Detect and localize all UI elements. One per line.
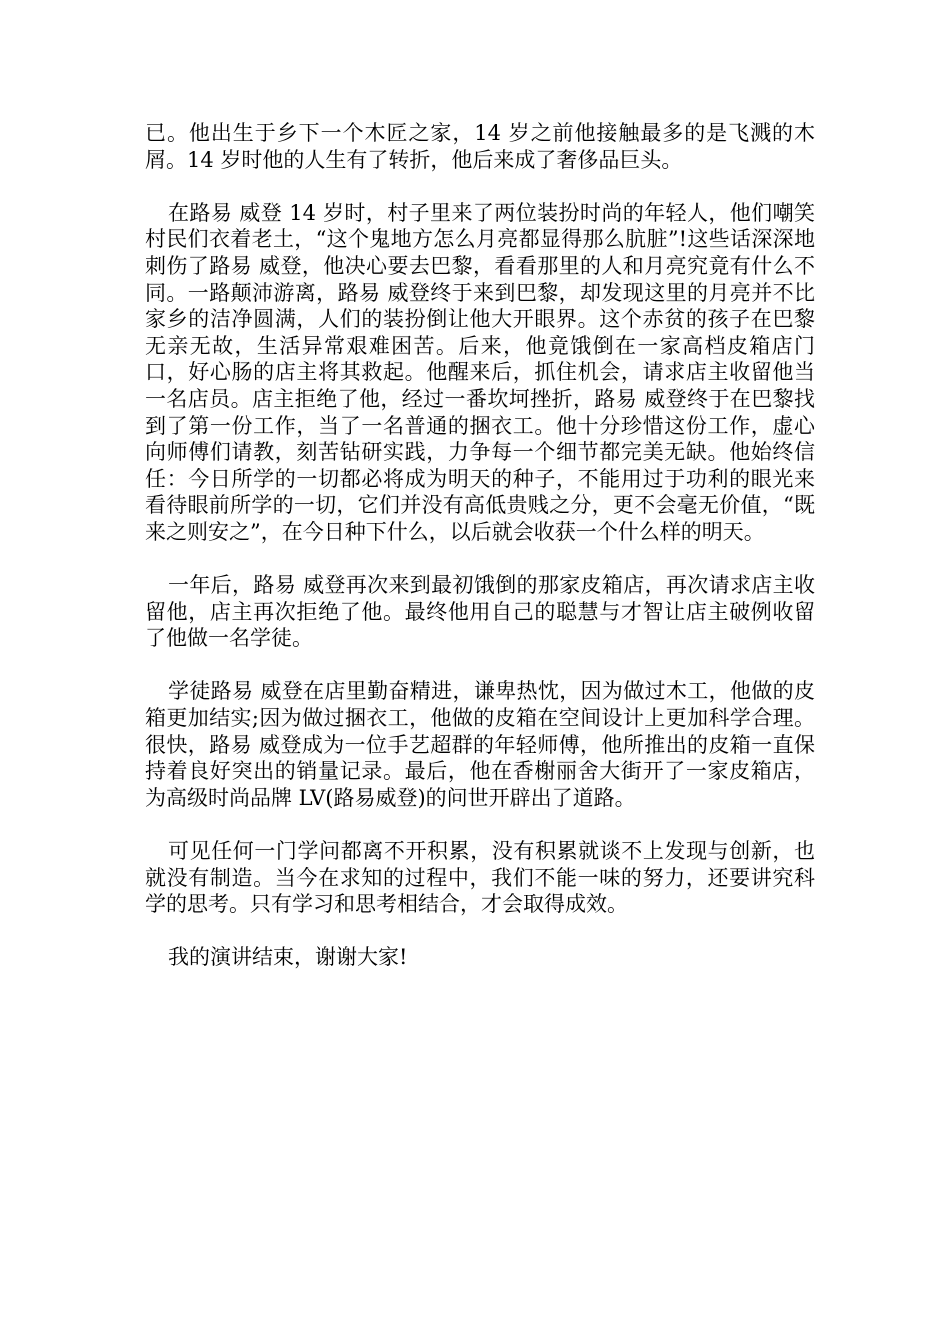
paragraph-5: 可见任何一门学问都离不开积累，没有积累就谈不上发现与创新，也就没有制造。当今在求知的过程中，我们不能一味的努力，还要讲究科学的思考。只有学习和思考相结合，才会取得成效。 xyxy=(145,839,815,917)
paragraph-closing: 我的演讲结束，谢谢大家! xyxy=(168,945,408,970)
paragraph-3: 一年后，路易 威登再次来到最初饿倒的那家皮箱店，再次请求店主收留他，店主再次拒绝了他。最终他用自己的聪慧与才智让店主破例收留了他做一名学徒。 xyxy=(145,573,815,651)
speech-text-body xyxy=(145,120,815,971)
paragraph-1: 已。他出生于乡下一个木匠之家，14 岁之前他接触最多的是飞溅的木屑。14 岁时他的人生有了转折，他后来成了奢侈品巨头。 xyxy=(145,121,815,172)
paragraph-2: 在路易 威登 14 岁时，村子里来了两位装扮时尚的年轻人，他们嘲笑村民们衣着老土，“这个鬼地方怎么月亮都显得那么肮脏”!这些话深深地刺伤了路易 威登，他决心要去巴黎，看看那里的人和月亮究竟有什么不同。一路颠沛游离，路易 威登终于来到巴黎，却发现这里的月亮并不比家乡的洁净圆满，人们的装扮倒让他大开眼界。这个赤贫的孩子在巴黎无亲无故，生活异常艰难困苦。后来，他竟饿倒在一家高档皮箱店门口，好心肠的店主将其救起。他醒来后，抓住机会，请求店主收留他当一名店员。店主拒绝了他，经过一番坎坷挫折，路易 威登终于在巴黎找到了第一份工作，当了一名普通的捆衣工。他十分珍惜这份工作，虚心向师傅们请教，刻苦钻研实践，力争每一个细节都完美无缺。他始终信任：今日所学的一切都必将成为明天的种子，不能用过于功利的眼光来看待眼前所学的一切，它们并没有高低贵贱之分，更不会毫无价值，“既来之则安之”，在今日种下什么，以后就会收获一个什么样的明天。 xyxy=(145,200,815,544)
paragraph-4: 学徒路易 威登在店里勤奋精进，谦卑热忱，因为做过木工，他做的皮箱更加结实;因为做过捆衣工，他做的皮箱在空间设计上更加科学合理。很快，路易 威登成为一位手艺超群的年轻师傅，他所推出的皮箱一直保持着良好突出的销量记录。最后，他在香榭丽舍大街开了一家皮箱店，为高级时尚品牌 LV(路易威登)的问世开辟出了道路。 xyxy=(145,679,815,810)
